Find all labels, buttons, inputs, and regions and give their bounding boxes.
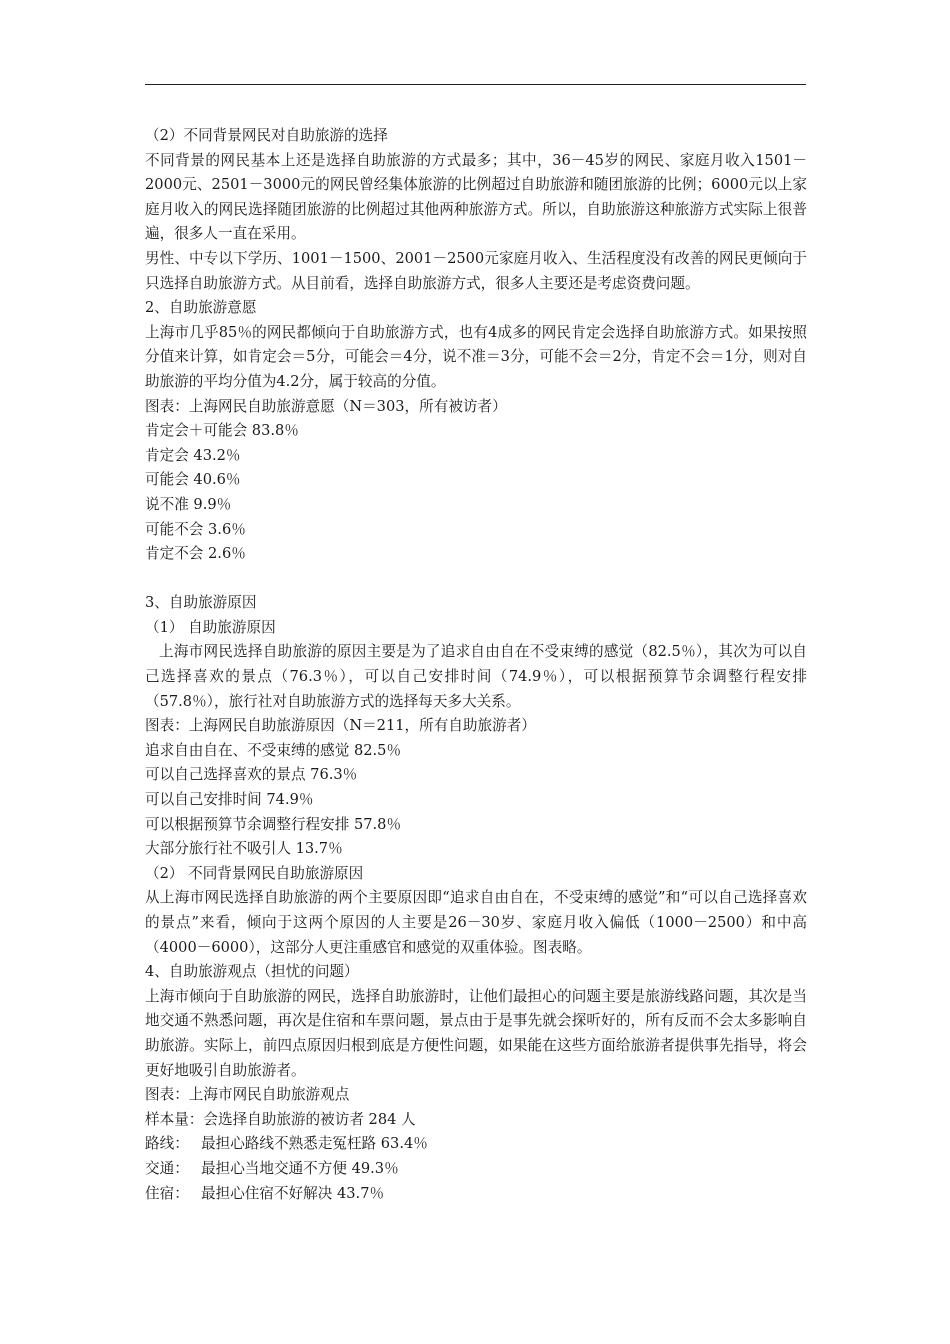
section-3-sub-1-heading: （1） 自助旅游原因 — [145, 618, 276, 636]
reasons-chart-title: 图表：上海网民自助旅游原因（N＝211，所有自助旅游者） — [145, 717, 536, 735]
reason-item: 可以自己安排时间 74.9％ — [145, 791, 314, 809]
section-2-2-heading: （2）不同背景网民对自助旅游的选择 — [145, 127, 388, 144]
section-2-2-paragraph-2: 男性、中专以下学历、1001－1500、2001－2500元家庭月收入、生活程度没有改善的网民更倾向于只选择自助旅游方式。从目前看，选择自助旅游方式，很多人主要还是考虑资费问题。 — [145, 249, 807, 292]
section-3-sub-2-paragraph: 从上海市网民选择自助旅游的两个主要原因即“追求自由自在，不受束缚的感觉”和“可以自己选择喜欢的景点”来看，倾向于这两个原因的人主要是26－30岁、家庭月收入偏低（1000－2500）和中高（4000－6000），这部分人更注重感官和感觉的双重体验。图表略。 — [145, 889, 807, 956]
concern-text: 最担心路线不熟悉走冤枉路 63.4％ — [201, 1135, 428, 1153]
section-4-paragraph: 上海市倾向于自助旅游的网民，选择自助旅游时，让他们最担心的问题主要是旅游线路问题，其次是当地交通不熟悉问题，再次是住宿和车票问题，景点由于是事先就会探听好的，所有反而不会太多影响自助旅游。实际上，前四点原因归根到底是方便性问题，如果能在这些方面给旅游者提供事先指导，将会更好地吸引自助旅游者。 — [145, 987, 807, 1079]
willingness-item: 可能会 40.6％ — [145, 471, 241, 489]
willingness-item: 说不准 9.9％ — [145, 495, 232, 513]
section-4-heading: 4、自助旅游观点（担忧的问题） — [145, 963, 359, 981]
concern-text: 最担心住宿不好解决 43.7％ — [201, 1184, 385, 1202]
section-3-heading: 3、自助旅游原因 — [145, 594, 257, 612]
willingness-item: 肯定会＋可能会 83.8％ — [145, 422, 299, 440]
document-body — [145, 124, 807, 1206]
concern-label: 交通： — [145, 1159, 189, 1177]
blank-line — [145, 567, 807, 592]
header-rule — [145, 84, 806, 85]
section-3-sub-1-paragraph: 上海市网民选择自助旅游的原因主要是为了追求自由自在不受束缚的感觉（82.5％），其次为可以自己选择喜欢的景点（76.3％），可以自己安排时间（74.9％），可以根据预算节余调整行程安排（57.8％），旅行社对自助旅游方式的选择每天多大关系。 — [145, 643, 807, 710]
concern-text: 最担心当地交通不方便 49.3％ — [201, 1159, 399, 1177]
concern-item — [145, 1157, 807, 1182]
section-2-paragraph: 上海市几乎85％的网民都倾向于自助旅游方式，也有4成多的网民肯定会选择自助旅游方式。如果按照分值来计算，如肯定会＝5分，可能会＝4分，说不准＝3分，可能不会＝2分，肯定不会＝1分，则对自助旅游的平均分值为4.2分，属于较高的分值。 — [145, 323, 807, 390]
section-2-2-paragraph-1: 不同背景的网民基本上还是选择自助旅游的方式最多；其中，36－45岁的网民、家庭月收入1501－2000元、2501－3000元的网民曾经集体旅游的比例超过自助旅游和随团旅游的比例；6000元以上家庭月收入的网民选择随团旅游的比例超过其他两种旅游方式。所以，自助旅游这种旅游方式实际上很普遍，很多人一直在采用。 — [145, 151, 807, 243]
willingness-item: 肯定会 43.2％ — [145, 446, 241, 464]
willingness-chart-title: 图表：上海网民自助旅游意愿（N＝303，所有被访者） — [145, 397, 507, 415]
reason-item: 可以根据预算节余调整行程安排 57.8％ — [145, 815, 402, 833]
reason-item: 大部分旅行社不吸引人 13.7％ — [145, 840, 343, 858]
willingness-item: 肯定不会 2.6％ — [145, 545, 246, 563]
concerns-sample-size: 样本量：会选择自助旅游的被访者 284 人 — [145, 1110, 416, 1128]
concerns-chart-title: 图表：上海市网民自助旅游观点 — [145, 1086, 350, 1104]
concern-item — [145, 1182, 807, 1207]
concern-label: 路线： — [145, 1135, 189, 1153]
concern-item — [145, 1132, 807, 1157]
concern-label: 住宿： — [145, 1184, 189, 1202]
section-3-sub-2-heading: （2） 不同背景网民自助旅游原因 — [145, 864, 364, 882]
reason-item: 可以自己选择喜欢的景点 76.3％ — [145, 766, 358, 784]
section-2-heading: 2、自助旅游意愿 — [145, 299, 257, 317]
willingness-item: 可能不会 3.6％ — [145, 520, 246, 538]
reason-item: 追求自由自在、不受束缚的感觉 82.5％ — [145, 741, 402, 759]
